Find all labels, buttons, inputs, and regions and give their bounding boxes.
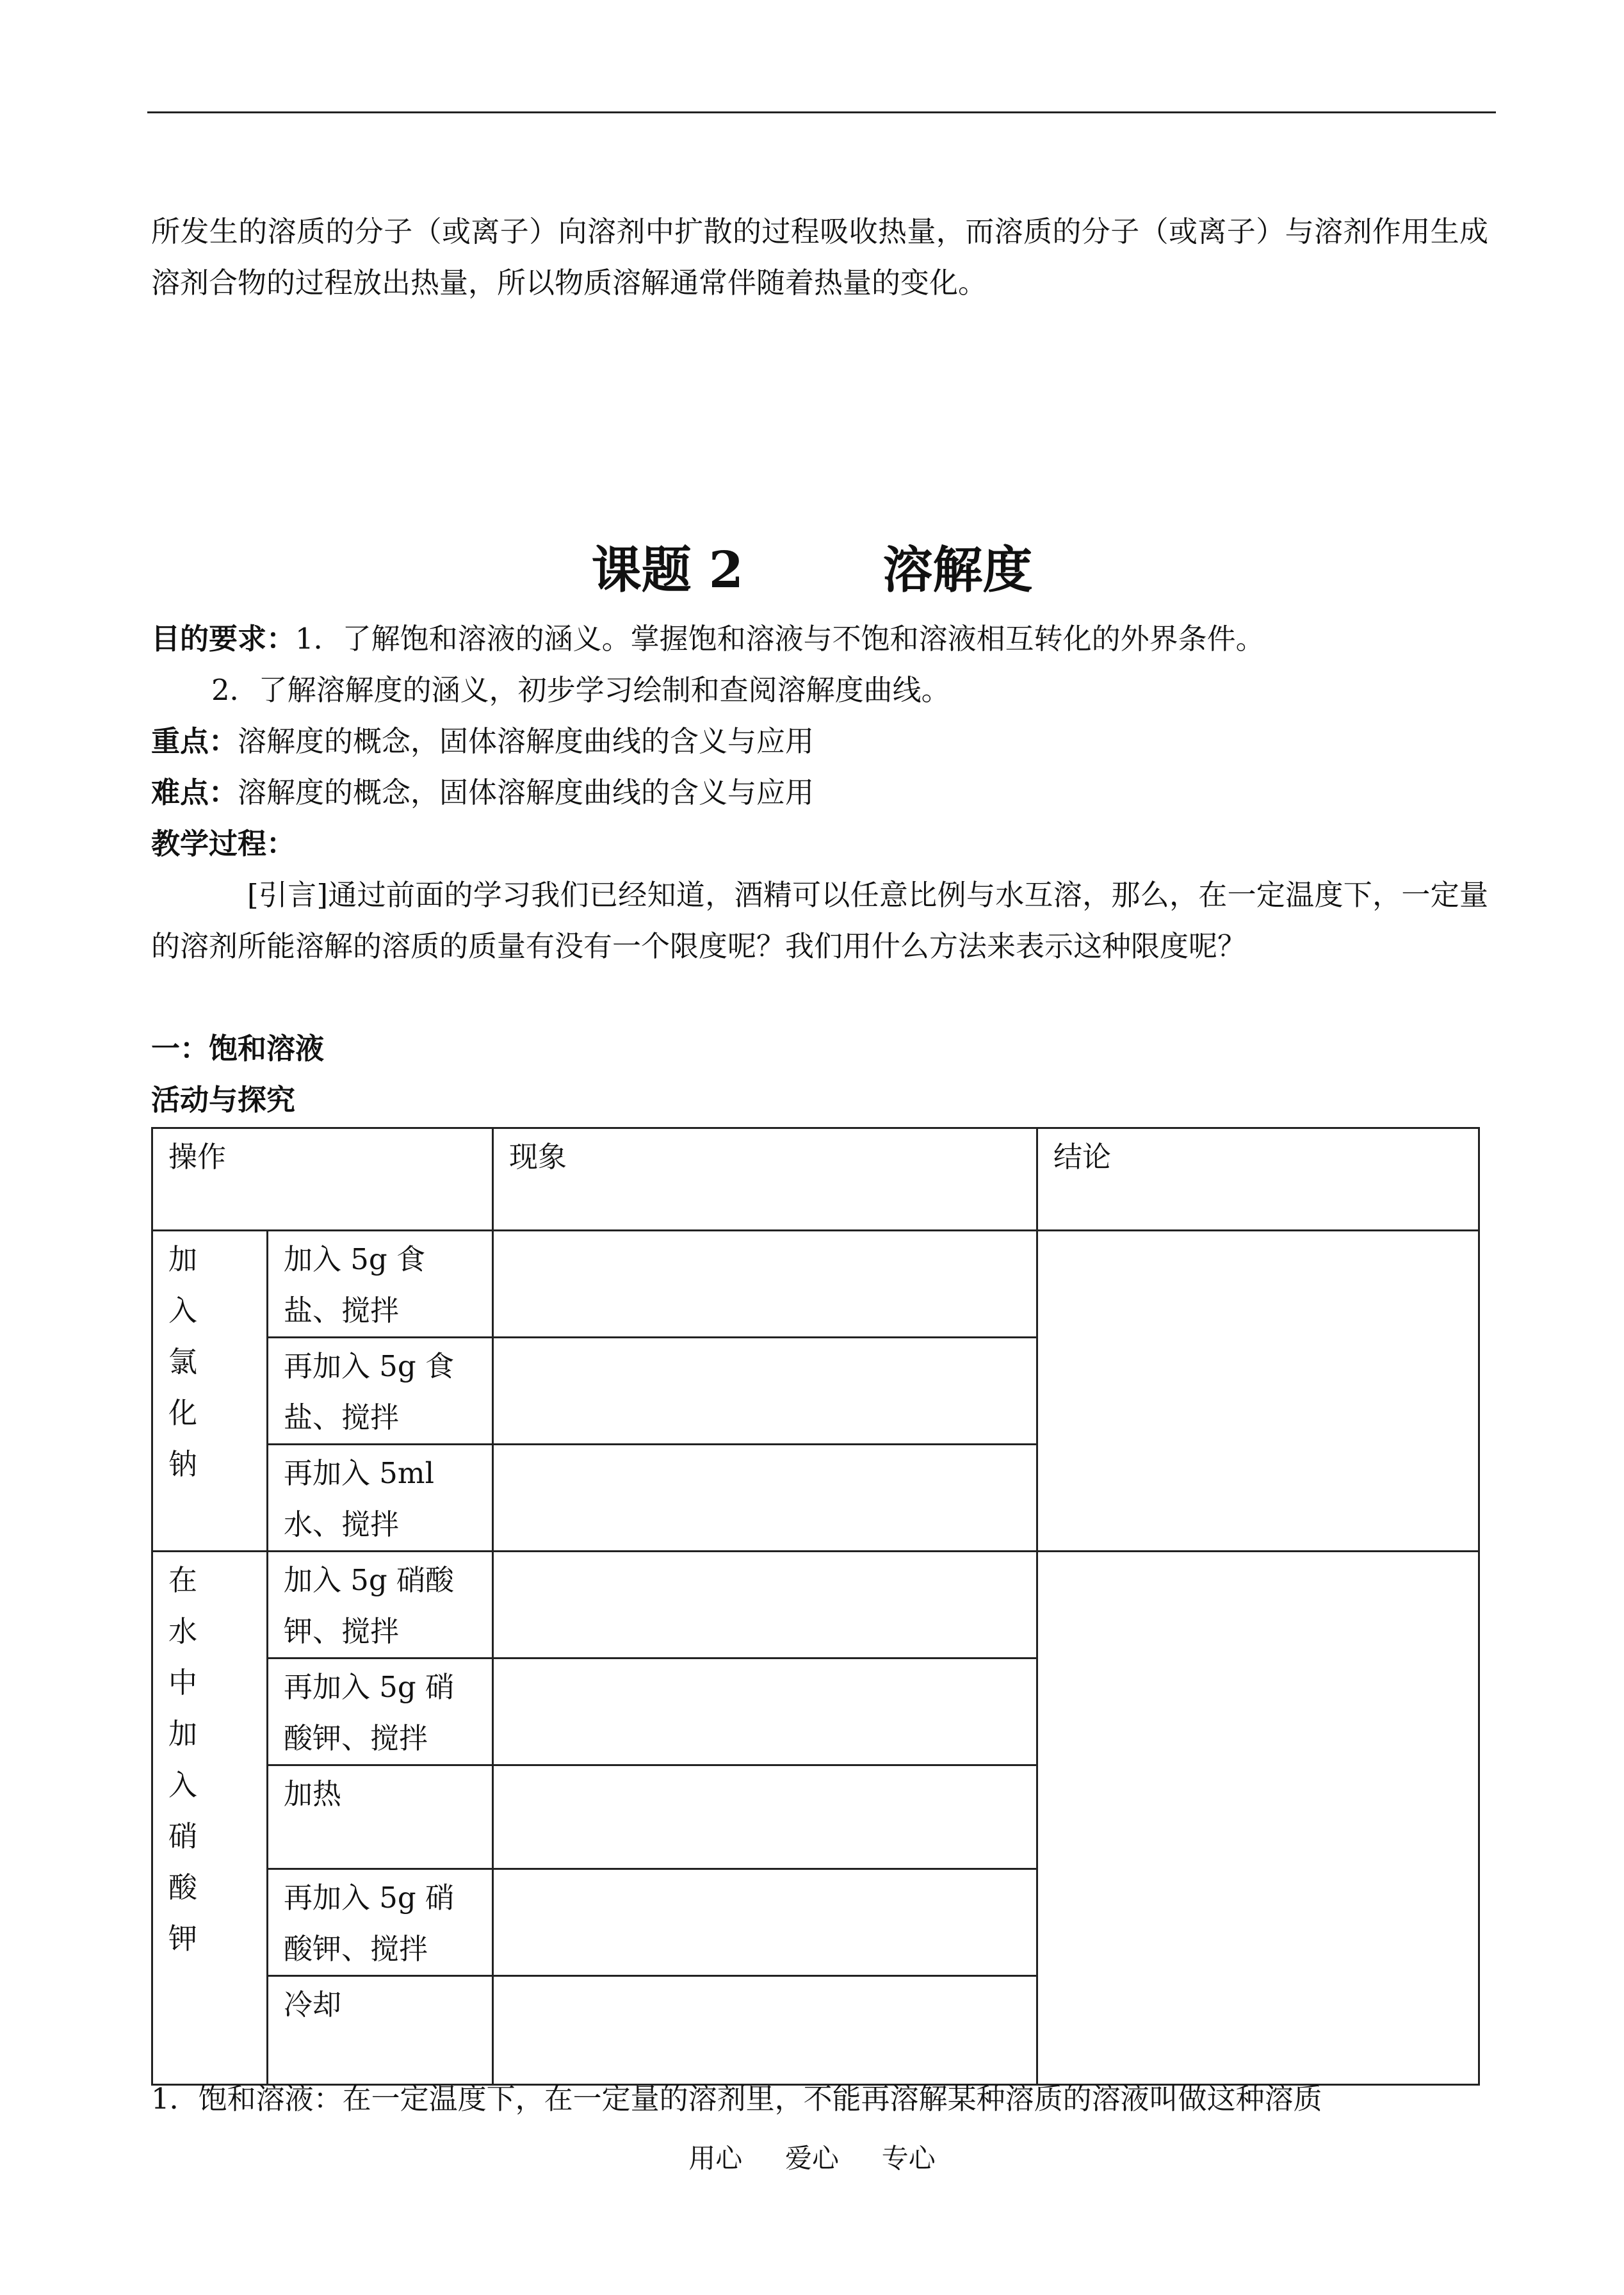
activity-heading: 活动与探究 <box>151 1083 296 1117</box>
objectives-label: 目的要求： <box>151 622 296 656</box>
table-header-row <box>152 1128 1479 1231</box>
group-label-nacl: 加入氯化钠 <box>152 1231 268 1552</box>
phenomenon-cell <box>493 1231 1037 1338</box>
table-row <box>152 1231 1479 1338</box>
objectives-line <box>151 613 1496 665</box>
step-cell: 再加入 5g 硝酸钾、搅拌 <box>268 1658 493 1765</box>
experiment-table <box>151 1127 1480 2086</box>
header-phenomenon: 现象 <box>493 1128 1037 1231</box>
intro-paragraph: [引言]通过前面的学习我们已经知道，酒精可以任意比例与水互溶，那么，在一定温度下，一定量的溶剂所能溶解的溶质的质量有没有一个限度呢？我们用什么方法来表示这种限度呢？ <box>151 878 1488 963</box>
header-operation: 操作 <box>152 1128 493 1231</box>
difficulty-label: 难点： <box>151 775 238 809</box>
group-label-kno3: 在水中加入硝酸钾 <box>152 1552 268 2085</box>
key-point-label: 重点： <box>151 724 238 758</box>
phenomenon-cell <box>493 1658 1037 1765</box>
page-footer: 用心 爱心 专心 <box>688 2143 936 2174</box>
phenomenon-cell <box>493 1552 1037 1658</box>
phenomenon-cell <box>493 1869 1037 1976</box>
difficulty-line <box>151 767 1496 818</box>
definition-line: 1．饱和溶液：在一定温度下，在一定量的溶剂里，不能再溶解某种溶质的溶液叫做这种溶质 <box>151 2082 1322 2116</box>
step-cell: 冷却 <box>268 1976 493 2085</box>
step-cell: 再加入 5g 硝酸钾、搅拌 <box>268 1869 493 1976</box>
step-cell: 加热 <box>268 1765 493 1869</box>
conclusion-cell <box>1037 1552 1479 2085</box>
step-cell: 再加入 5ml 水、搅拌 <box>268 1445 493 1552</box>
header-rule <box>147 111 1496 113</box>
conclusion-cell <box>1037 1231 1479 1552</box>
step-cell: 加入 5g 食盐、搅拌 <box>268 1231 493 1338</box>
phenomenon-cell <box>493 1976 1037 2085</box>
objective-1: 1．了解饱和溶液的涵义。掌握饱和溶液与不饱和溶液相互转化的外界条件。 <box>295 622 1265 656</box>
difficulty-text: 溶解度的概念，固体溶解度曲线的含义与应用 <box>238 775 815 809</box>
objective-2: 2．了解溶解度的涵义，初步学习绘制和查阅溶解度曲线。 <box>211 673 950 707</box>
table-row <box>152 1552 1479 1658</box>
phenomenon-cell <box>493 1338 1037 1445</box>
step-cell: 再加入 5g 食盐、搅拌 <box>268 1338 493 1445</box>
lesson-title: 课题 2 溶解度 <box>591 541 1033 599</box>
key-point-text: 溶解度的概念，固体溶解度曲线的含义与应用 <box>238 724 815 758</box>
process-label: 教学过程： <box>151 827 296 861</box>
section-heading: 一：饱和溶液 <box>151 1032 325 1066</box>
continuation-paragraph: 所发生的溶质的分子（或离子）向溶剂中扩散的过程吸收热量，而溶质的分子（或离子）与溶剂作用生成溶剂合物的过程放出热量，所以物质溶解通常伴随着热量的变化。 <box>151 215 1488 300</box>
header-conclusion: 结论 <box>1037 1128 1479 1231</box>
key-point-line <box>151 716 1496 767</box>
phenomenon-cell <box>493 1445 1037 1552</box>
step-cell: 加入 5g 硝酸钾、搅拌 <box>268 1552 493 1658</box>
phenomenon-cell <box>493 1765 1037 1869</box>
